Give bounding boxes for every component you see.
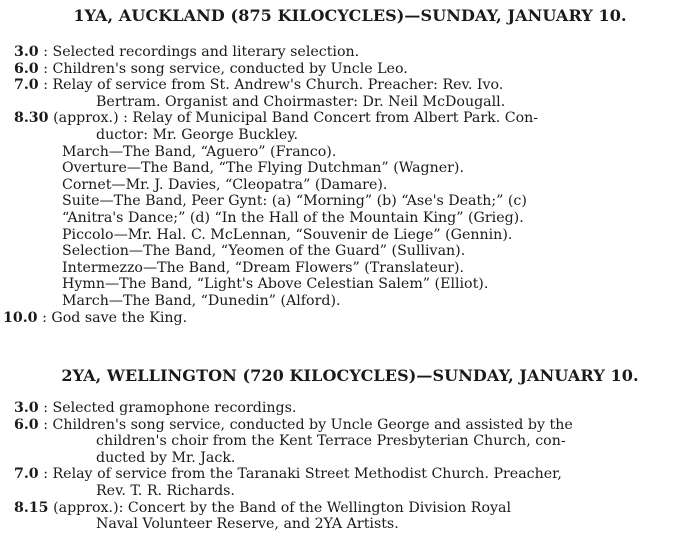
concert-item: Cornet—Mr. J. Davies, “Cleopatra” (Damare).	[62, 176, 388, 193]
entry-continuation: children's choir from the Kent Terrace Presbyterian Church, con-	[96, 433, 566, 450]
programme-entry	[0, 44, 700, 61]
entry-continuation: ductor: Mr. George Buckley.	[96, 126, 298, 143]
programme-entry	[0, 310, 700, 327]
section-header-2ya: 2YA, WELLINGTON (720 KILOCYCLES)—SUNDAY, JANUARY 10.	[61, 366, 639, 385]
section-header-1ya: 1YA, AUCKLAND (875 KILOCYCLES)—SUNDAY, JANUARY 10.	[73, 6, 627, 25]
section-2ya-programme	[0, 400, 700, 533]
entry-text: : God save the King.	[37, 309, 188, 326]
entry-time: 8.30	[14, 110, 49, 127]
entry-continuation: Bertram. Organist and Choirmaster: Dr. Neil McDougall.	[96, 93, 506, 110]
entry-time: 3.0	[14, 44, 39, 60]
concert-item: Hymn—The Band, “Light's Above Celestian Salem” (Elliot).	[62, 276, 489, 293]
concert-item: Selection—The Band, “Yeomen of the Guard” (Sullivan).	[62, 243, 466, 260]
programme-entry	[0, 400, 700, 417]
concert-item: Overture—The Band, “The Flying Dutchman” (Wagner).	[62, 160, 464, 177]
entry-time: 7.0	[14, 77, 39, 94]
entry-text: : Selected gramophone recordings.	[38, 400, 297, 416]
programme-entry	[0, 110, 700, 143]
entry-text: : Selected recordings and literary selection.	[38, 44, 360, 60]
programme-entry	[0, 500, 700, 533]
entry-time: 6.0	[14, 60, 39, 77]
entry-continuation: Rev. T. R. Richards.	[96, 482, 235, 499]
entry-text: (approx.): Concert by the Band of the Wellington Division Royal	[48, 499, 512, 516]
entry-text: : Children's song service, conducted by Uncle George and assisted by the	[38, 416, 573, 433]
entry-time: 3.0	[14, 400, 39, 416]
programme-entry	[0, 466, 700, 499]
programme-entry	[0, 417, 700, 467]
concert-item: Intermezzo—The Band, “Dream Flowers” (Translateur).	[62, 259, 465, 276]
entry-text: (approx.) : Relay of Municipal Band Concert from Albert Park. Con-	[48, 110, 539, 127]
concert-item: March—The Band, “Aguero” (Franco).	[62, 143, 337, 160]
programme-entry	[0, 77, 700, 110]
concert-item: Suite—The Band, Peer Gynt: (a) “Morning” (b) “Ase's Death;” (c)	[62, 193, 527, 210]
entry-time: 8.15	[14, 499, 49, 516]
entry-text: : Children's song service, conducted by Uncle Leo.	[38, 60, 408, 77]
entry-text: : Relay of service from St. Andrew's Church. Preacher: Rev. Ivo.	[38, 77, 504, 94]
entry-continuation: ducted by Mr. Jack.	[96, 449, 236, 466]
section-1ya-programme	[0, 44, 700, 326]
concert-item: “Anitra's Dance;” (d) “In the Hall of the Mountain King” (Grieg).	[62, 209, 524, 226]
programme-entry	[0, 61, 700, 78]
entry-time: 10.0	[3, 309, 38, 326]
entry-time: 6.0	[14, 416, 39, 433]
entry-continuation: Naval Volunteer Reserve, and 2YA Artists.	[96, 516, 399, 533]
concert-item: Piccolo—Mr. Hal. C. McLennan, “Souvenir de Liege” (Gennin).	[62, 226, 513, 243]
concert-item: March—The Band, “Dunedin” (Alford).	[62, 292, 341, 309]
entry-text: : Relay of service from the Taranaki Street Methodist Church. Preacher,	[38, 466, 562, 483]
entry-time: 7.0	[14, 466, 39, 483]
band-concert-items	[0, 144, 700, 310]
